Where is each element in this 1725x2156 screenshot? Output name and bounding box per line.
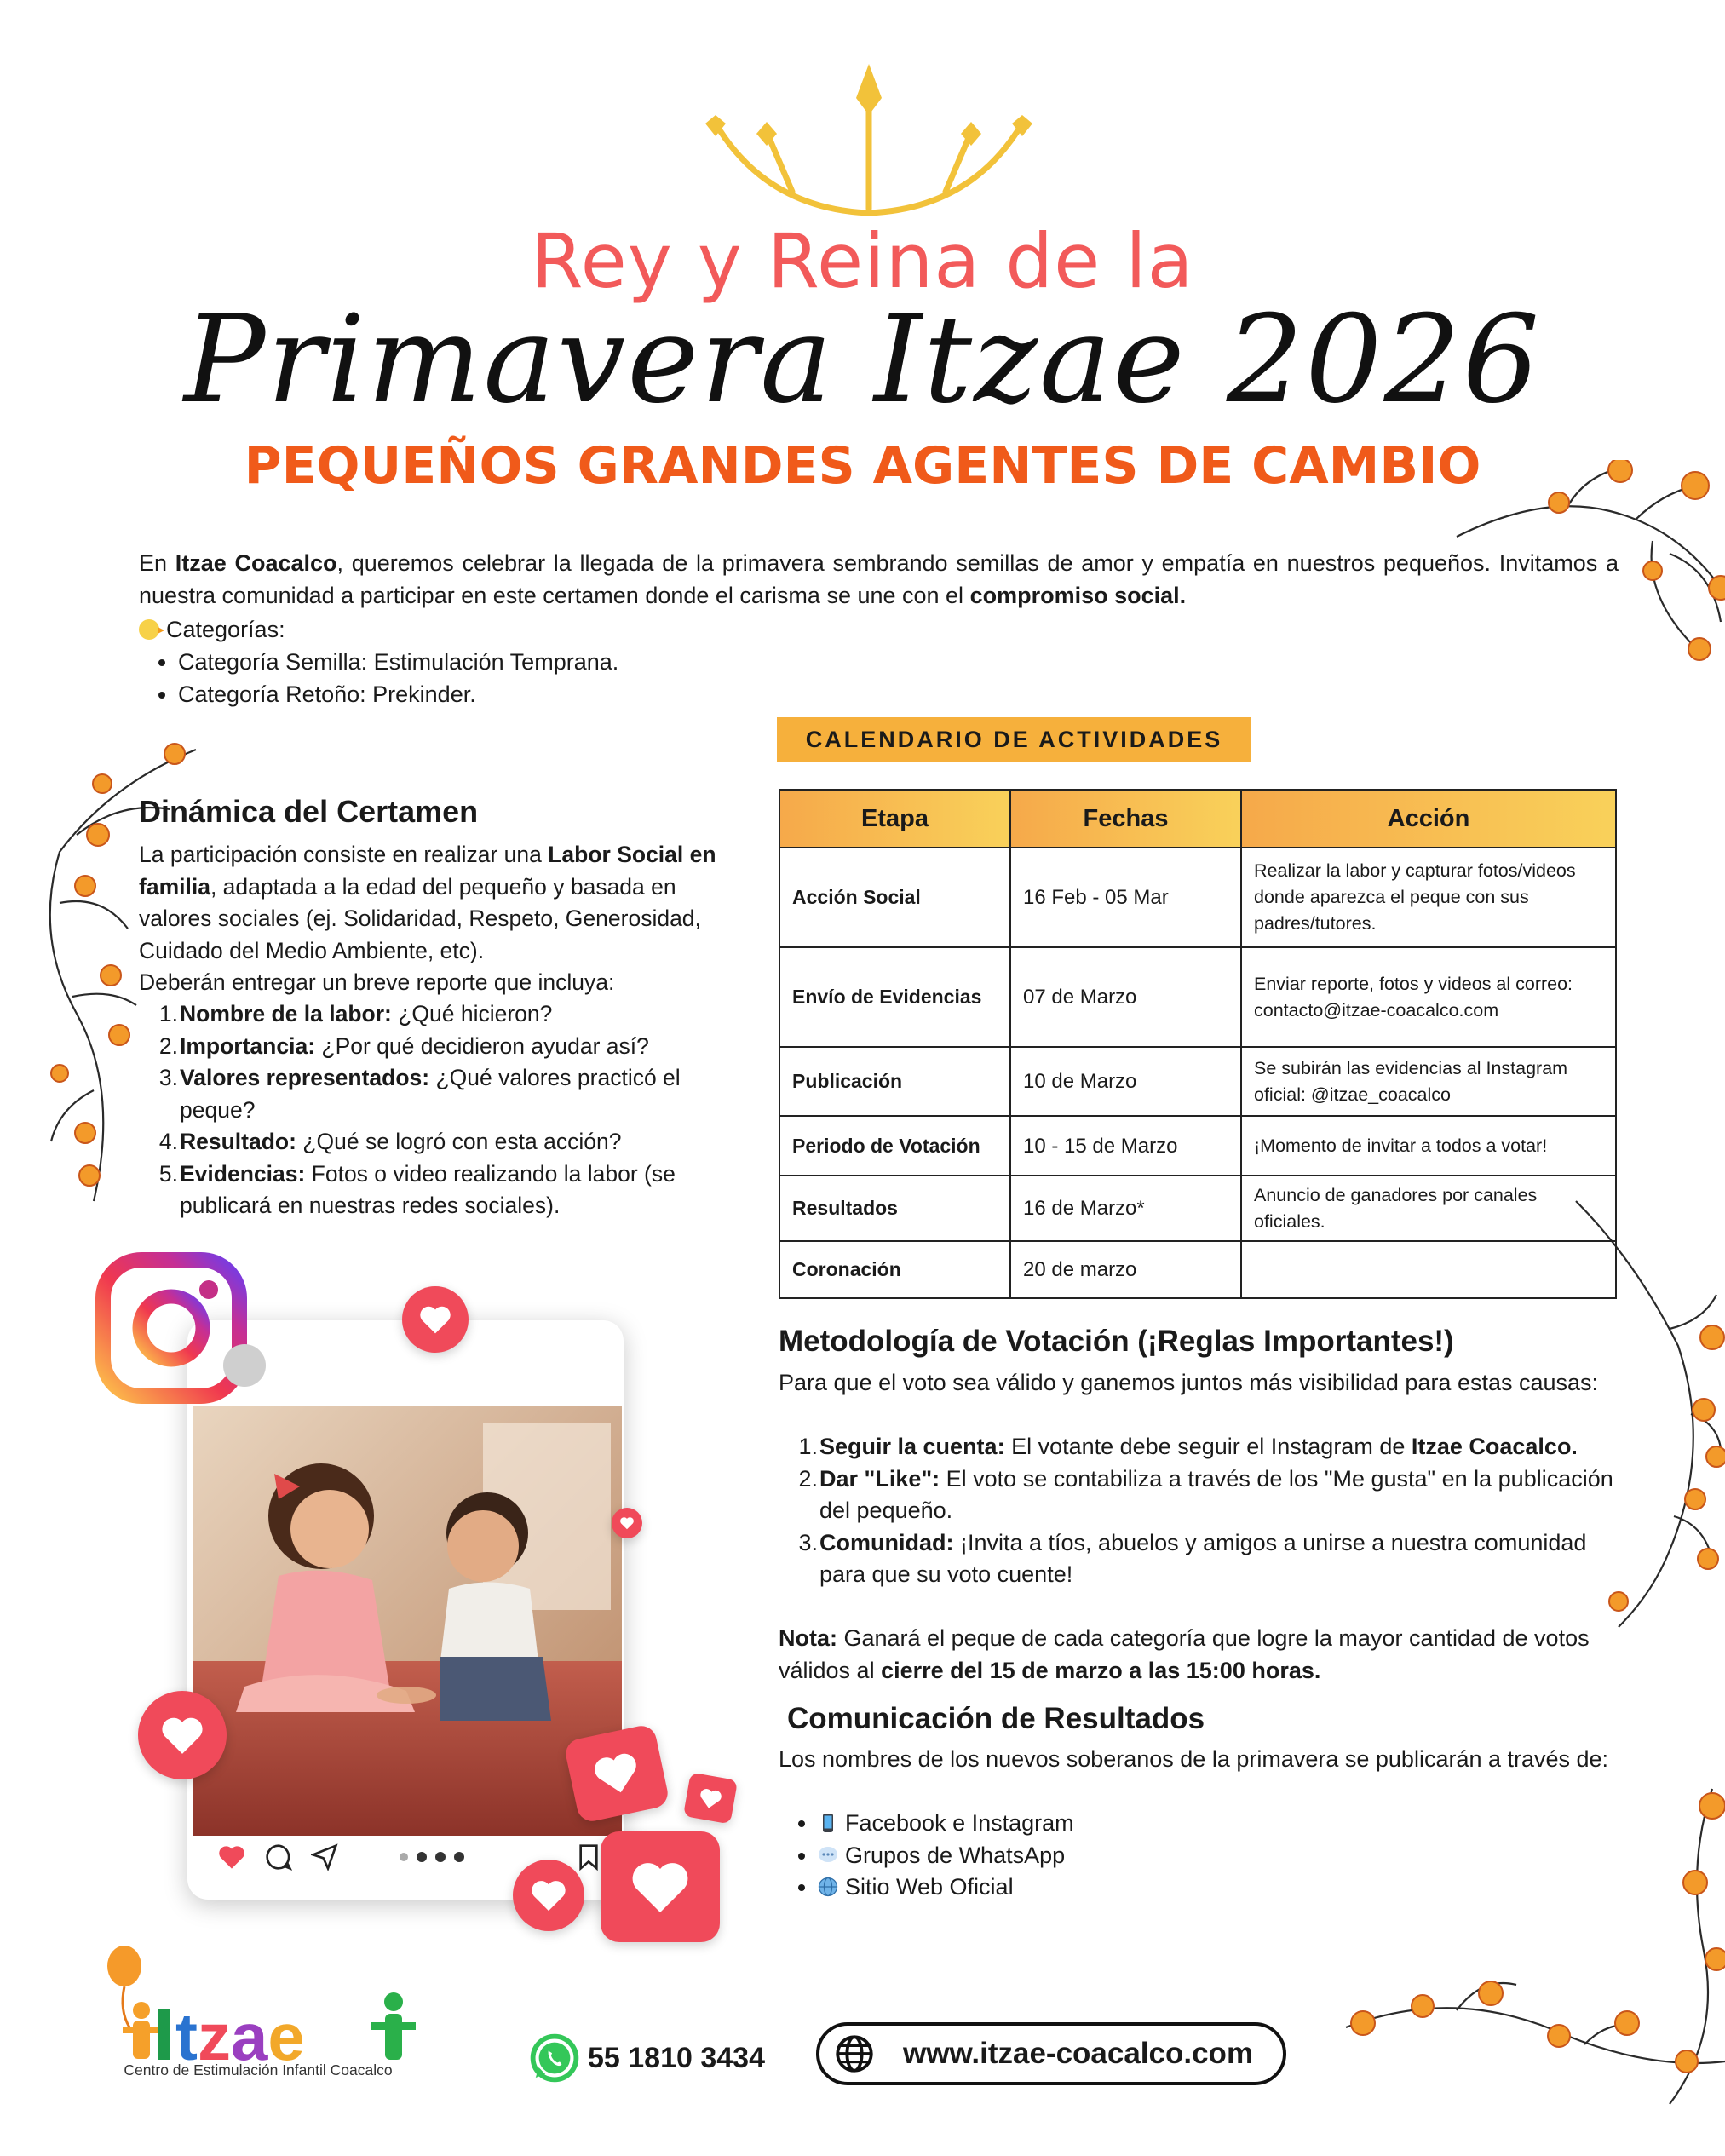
globe-icon: [835, 2034, 874, 2073]
methodology-list: [779, 1431, 1622, 1591]
communication-intro: Los nombres de los nuevos soberanos de la primavera se publicarán a través de:: [779, 1746, 1609, 1772]
list-item: • Sitio Web Oficial: [818, 1871, 1460, 1904]
comment-icon[interactable]: [265, 1843, 292, 1871]
calendar-table: [779, 789, 1617, 1299]
heart-notification-icon: [683, 1773, 738, 1825]
methodology-title: Metodología de Votación (¡Reglas Importantes!): [779, 1325, 1454, 1358]
share-icon[interactable]: [311, 1843, 338, 1871]
whatsapp-icon: [530, 2033, 579, 2083]
globe-icon: [818, 1877, 838, 1897]
table-row: Envío de Evidencias 07 de Marzo Enviar reporte, fotos y videos al correo: contacto@itzae-coacalco.com: [779, 947, 1616, 1047]
calendar-tag: CALENDARIO DE ACTIVIDADES: [777, 717, 1251, 762]
gray-dot: [223, 1344, 266, 1387]
dynamics-body: La participación consiste en realizar una Labor Social en familia, adaptada a la edad del pequeño y basada en valores sociales (ej. Solidaridad, Respeto, Generosidad, Cuidado del Medio Ambiente, etc). Deberán entregar un breve reporte que incluya:: [139, 842, 716, 995]
list-item: • Grupos de WhatsApp: [818, 1840, 1460, 1872]
table-header: Acción: [1241, 790, 1616, 848]
subtitle: PEQUEÑOS GRANDES AGENTES DE CAMBIO: [244, 436, 1481, 496]
list-item: • Facebook e Instagram: [818, 1808, 1460, 1840]
intro-paragraph: En Itzae Coacalco, queremos celebrar la llegada de la primavera sembrando semillas de amor y empatía en nuestros pequeños. Invitamos a nuestra comunidad a participar en este certamen donde el carisma se une con el compromiso social.: [139, 550, 1619, 608]
heart-bubble-icon: [513, 1860, 584, 1931]
communication-list: [779, 1808, 1460, 1904]
table-header: Etapa: [779, 790, 1010, 848]
crown-icon: [699, 64, 1039, 226]
instagram-logo-icon: [95, 1252, 247, 1404]
logo-caption: Centro de Estimulación Infantil Coacalco: [124, 2061, 393, 2078]
heart-bubble-icon: [138, 1691, 227, 1779]
list-item: 5. Evidencias: Fotos o video realizando la labor (se publicará en nuestras redes sociales).: [158, 1160, 676, 1218]
website-url: www.itzae-coacalco.com: [903, 2037, 1254, 2070]
list-item: 1. Seguir la cuenta: El votante debe seguir el Instagram de Itzae Coacalco.: [798, 1434, 1578, 1459]
list-item: 1. Nombre de la labor: ¿Qué hicieron?: [158, 1001, 553, 1026]
list-item: 3. Comunidad: ¡Invita a tíos, abuelos y amigos a unirse a nuestra comunidad para que su voto cuente!: [798, 1529, 1587, 1587]
category-item: • Categoría Retoño: Prekinder.: [178, 678, 1161, 710]
bookmark-icon[interactable]: [577, 1843, 601, 1871]
children-photo: [193, 1406, 622, 1836]
phone-icon: [818, 1813, 838, 1833]
heart-notification-icon: [563, 1723, 670, 1824]
list-item: 4. Resultado: ¿Qué se logró con esta acción?: [158, 1129, 622, 1154]
communication-title: Comunicación de Resultados: [787, 1702, 1205, 1735]
heart-icon[interactable]: [217, 1844, 246, 1870]
dynamics-list: [139, 998, 756, 1222]
logo-wordmark: tzae: [175, 1999, 305, 2074]
methodology-note: Nota: Ganará el peque de cada categoría que logre la mayor cantidad de votos válidos al cierre del 15 de marzo a las 15:00 horas.: [779, 1625, 1590, 1683]
table-row: Publicación 10 de Marzo Se subirán las evidencias al Instagram oficial: @itzae_coacalco: [779, 1047, 1616, 1116]
org-name: Itzae Coacalco: [175, 550, 337, 576]
website-link[interactable]: [816, 2022, 1286, 2085]
table-row: Coronación 20 de marzo: [779, 1241, 1616, 1298]
chat-bubble-icon: [818, 1845, 838, 1866]
table-row: Periodo de Votación 10 - 15 de Marzo ¡Momento de invitar a todos a votar!: [779, 1116, 1616, 1176]
table-header: Fechas: [1010, 790, 1241, 848]
methodology-intro: Para que el voto sea válido y ganemos juntos más visibilidad para estas causas:: [779, 1370, 1599, 1395]
heart-bubble-icon: [612, 1508, 642, 1538]
heart-notification-icon: [601, 1831, 720, 1942]
list-item: 3. Valores representados: ¿Qué valores practicó el peque?: [158, 1065, 681, 1123]
table-row: Resultados 16 de Marzo* Anuncio de ganadores por canales oficiales.: [779, 1176, 1616, 1241]
title-line1: Rey y Reina de la: [531, 217, 1194, 305]
category-item: • Categoría Semilla: Estimulación Temprana.: [178, 646, 1161, 678]
dynamics-title: Dinámica del Certamen: [139, 794, 479, 829]
phone-number: 55 1810 3434: [588, 2041, 765, 2074]
table-row: Acción Social 16 Feb - 05 Mar Realizar la labor y capturar fotos/videos donde aparezca el peque con sus padres/tutores.: [779, 848, 1616, 947]
list-item: 2. Importancia: ¿Por qué decidieron ayudar así?: [158, 1032, 649, 1059]
heart-bubble-icon: [402, 1286, 469, 1353]
carousel-dots: [400, 1852, 464, 1862]
list-item: 2. Dar "Like": El voto se contabiliza a través de los "Me gusta" en la publicación del pequeño.: [798, 1465, 1613, 1523]
title-line2: Primavera Itzae 2026: [183, 290, 1542, 430]
chick-icon: [139, 619, 159, 640]
phone-contact[interactable]: [530, 2032, 765, 2084]
categories: Categorías: • Categoría Semilla: Estimulación Temprana. • Categoría Retoño: Prekinder.: [139, 613, 1161, 710]
